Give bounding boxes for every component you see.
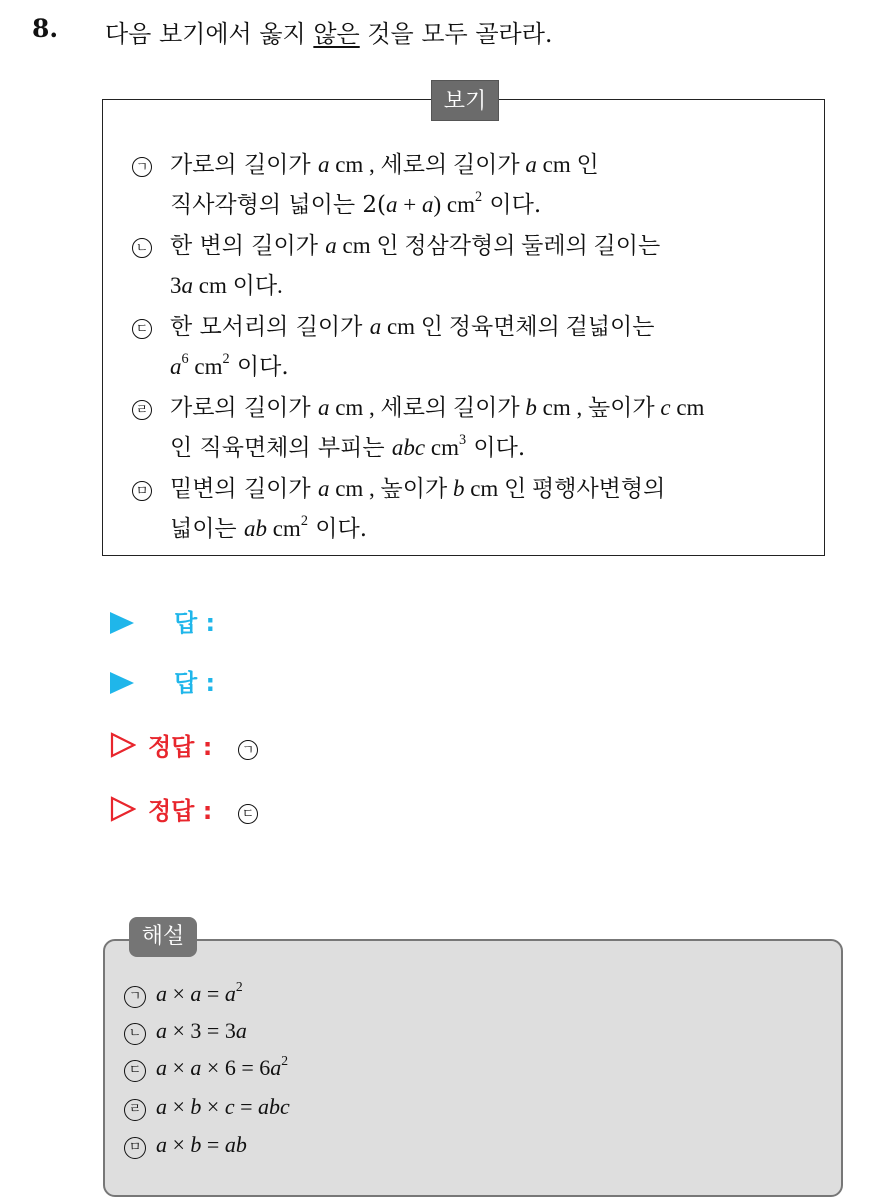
answer-label: 답 : — [174, 669, 216, 697]
correct-answer-value: ㄷ — [238, 804, 258, 824]
play-triangle-icon — [110, 672, 134, 694]
question-text-underlined: 않은 — [313, 20, 360, 48]
question-number: 8. — [32, 14, 59, 43]
bogi-tab-label: 보기 — [431, 80, 499, 121]
circled-marker: ㅁ — [132, 481, 152, 501]
correct-answer-row-2 — [110, 791, 255, 831]
explanation-tab-label: 해설 — [129, 917, 197, 957]
circled-marker: ㅁ — [124, 1137, 146, 1159]
explanation-line-4: ㄹ a × b × c = abc — [124, 1090, 290, 1125]
bogi-item-4: ㄹ 가로의 길이가 a cm , 세로의 길이가 b cm , 높이가 c cm 인 직육면체의 부피는 abc $cm^3$ 이다. — [132, 388, 704, 468]
bogi-item-5: ㅁ 밑변의 길이가 a cm , 높이가 b cm 인 평행사변형의 넓이는 ab $cm^2$ 이다. — [132, 469, 665, 549]
explanation-line-5: ㅁ a × b = ab — [124, 1128, 247, 1163]
correct-answer-row-1 — [110, 727, 255, 767]
circled-marker: ㄱ — [124, 986, 146, 1008]
outline-triangle-icon — [110, 796, 136, 822]
circled-marker: ㄷ — [124, 1060, 146, 1082]
correct-answer-value: ㄱ — [238, 740, 258, 760]
bogi-item-3: ㄷ 한 모서리의 길이가 a cm 인 정육면체의 겉넓이는 $a^6$ $cm^2$ 이다. — [132, 307, 654, 387]
explanation-line-2: ㄴ a × 3 = 3a — [124, 1014, 247, 1049]
correct-answer-label: 정답 : — [148, 733, 213, 761]
correct-answer-label: 정답 : — [148, 797, 213, 825]
explanation-line-3: ㄷ $a \times a \times 6 = 6a^2$ — [124, 1051, 288, 1086]
question-text-part: 것을 모두 골라라. — [359, 20, 553, 48]
circled-marker: ㄹ — [124, 1099, 146, 1121]
answer-label: 답 : — [174, 609, 216, 637]
outline-triangle-icon — [110, 732, 136, 758]
circled-marker: ㄴ — [124, 1023, 146, 1045]
circled-marker: ㄴ — [132, 238, 152, 258]
question-text-part: 다음 보기에서 옳지 — [105, 20, 314, 48]
answer-blank-row-1 — [110, 603, 216, 643]
explanation-line-1: ㄱ $a \times a = a^2$ — [124, 977, 243, 1012]
circled-marker: ㄷ — [132, 319, 152, 339]
question-text — [105, 14, 553, 49]
play-triangle-icon — [110, 612, 134, 634]
bogi-item-1: ㄱ 가로의 길이가 a cm , 세로의 길이가 a cm 인 직사각형의 넓이는 2(a + a) $cm^2$ 이다. — [132, 145, 599, 225]
answer-blank-row-2 — [110, 663, 216, 703]
bogi-item-2: ㄴ 한 변의 길이가 a cm 인 정삼각형의 둘레의 길이는 3a cm 이다. — [132, 226, 660, 306]
circled-marker: ㄱ — [132, 157, 152, 177]
circled-marker: ㄹ — [132, 400, 152, 420]
